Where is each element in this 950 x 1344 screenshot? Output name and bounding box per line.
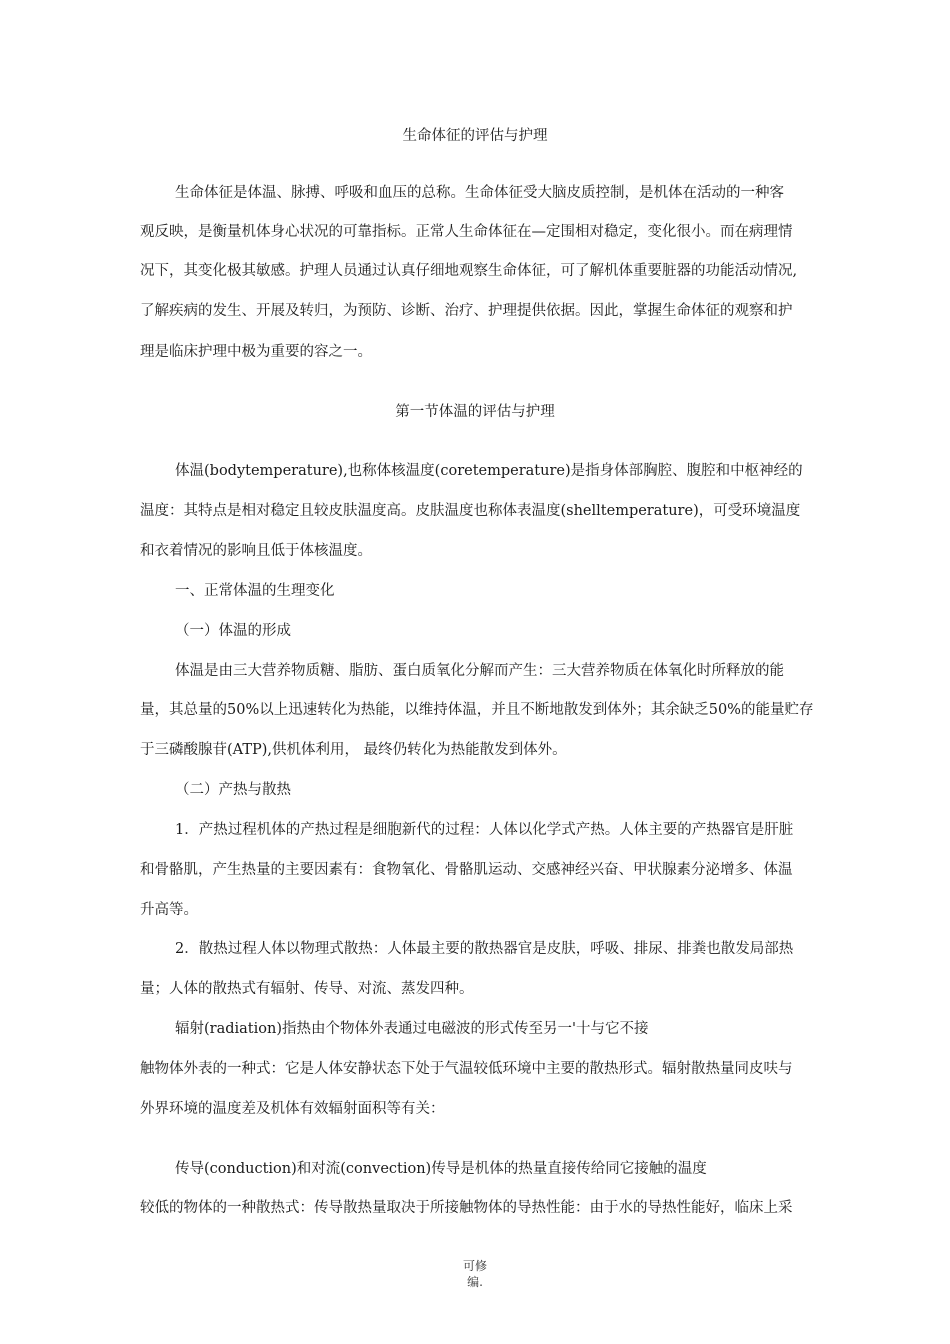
heading-normal-temp: 一、正常体温的生理变化 xyxy=(175,583,335,599)
heat-dissipation-line-2: 量；人体的散热式有辐射、传导、对流、蒸发四种。 xyxy=(140,981,474,997)
page-footer xyxy=(0,1258,950,1290)
intro-line-5: 理是临床护理中极为重要的容之一。 xyxy=(140,344,372,360)
heat-dissipation-line-1: 2．散热过程人体以物理式散热：人体最主要的散热器官是皮肤，呼吸、排尿、排粪也散发局部热 xyxy=(175,941,794,957)
heat-production-line-2: 和骨骼肌，产生热量的主要因素有：食物氧化、骨骼肌运动、交感神经兴奋、甲状腺素分泌增多、体温 xyxy=(140,862,793,878)
footer-line-1: 可修 xyxy=(462,1259,487,1273)
formation-line-2: 量，其总量的50%以上迅速转化为热能，以维持体温，并且不断地散发到体外；其余缺乏50%的能量贮存 xyxy=(140,702,814,718)
heat-production-line-1: 1．产热过程机体的产热过程是细胞新代的过程：人体以化学式产热。人体主要的产热器官是肝脏 xyxy=(175,822,794,838)
radiation-line-1: 辐射(radiation)指热由个物体外表通过电磁波的形式传至另一'十与它不接 xyxy=(175,1021,649,1037)
radiation-line-3: 外界环境的温度差及机体有效辐射面积等有关： xyxy=(140,1101,445,1117)
body-temp-def-line-3: 和衣着情况的影响且低于体核温度。 xyxy=(140,543,372,559)
body-temp-def-line-2: 温度：其特点是相对稳定且较皮肤温度高。皮肤温度也称体表温度(shelltemperature)，可受环境温度 xyxy=(140,503,801,519)
document-title: 生命体征的评估与护理 xyxy=(402,128,548,144)
section-title: 第一节体温的评估与护理 xyxy=(395,404,555,420)
intro-line-1: 生命体征是体温、脉搏、呼吸和血压的总称。生命体征受大脑皮质控制，是机体在活动的一种客 xyxy=(175,185,784,201)
intro-line-3: 况下，其变化极其敏感。护理人员通过认真仔细地观察生命体征，可了解机体重要脏器的功能活动情况, xyxy=(140,263,798,279)
heading-heat-balance: （二）产热与散热 xyxy=(175,782,291,798)
heat-production-line-3: 升高等。 xyxy=(140,902,198,918)
body-temp-def-line-1: 体温(bodytemperature),也称体核温度(coretemperature)是指身体部胸腔、腹腔和中枢神经的 xyxy=(175,463,803,479)
conduction-line-1: 传导(conduction)和对流(convection)传导是机体的热量直接传给同它接触的温度 xyxy=(175,1161,707,1177)
conduction-line-2: 较低的物体的一种散热式：传导散热量取决于所接触物体的导热性能：由于水的导热性能好，临床上采 xyxy=(140,1200,793,1216)
heading-temp-formation: （一）体温的形成 xyxy=(175,623,291,639)
footer-line-2: 编. xyxy=(467,1275,483,1289)
radiation-line-2: 触物体外表的一种式：它是人体安静状态下处于气温较低环境中主要的散热形式。辐射散热量同皮呋与 xyxy=(140,1061,793,1077)
formation-line-1: 体温是由三大营养物质糖、脂肪、蛋白质氧化分解而产生：三大营养物质在体氧化时所释放的能 xyxy=(175,663,784,679)
formation-line-3: 于三磷酸腺苷(ATP),供机体利用， 最终仍转化为热能散发到体外。 xyxy=(140,742,567,758)
intro-line-4: 了解疾病的发生、开展及转归，为预防、诊断、治疗、护理提供依据。因此，掌握生命体征的观察和护 xyxy=(140,303,793,319)
intro-line-2: 观反映，是衡量机体身心状况的可靠指标。正常人生命体征在—定围相对稳定，变化很小。而在病理情 xyxy=(140,224,793,240)
